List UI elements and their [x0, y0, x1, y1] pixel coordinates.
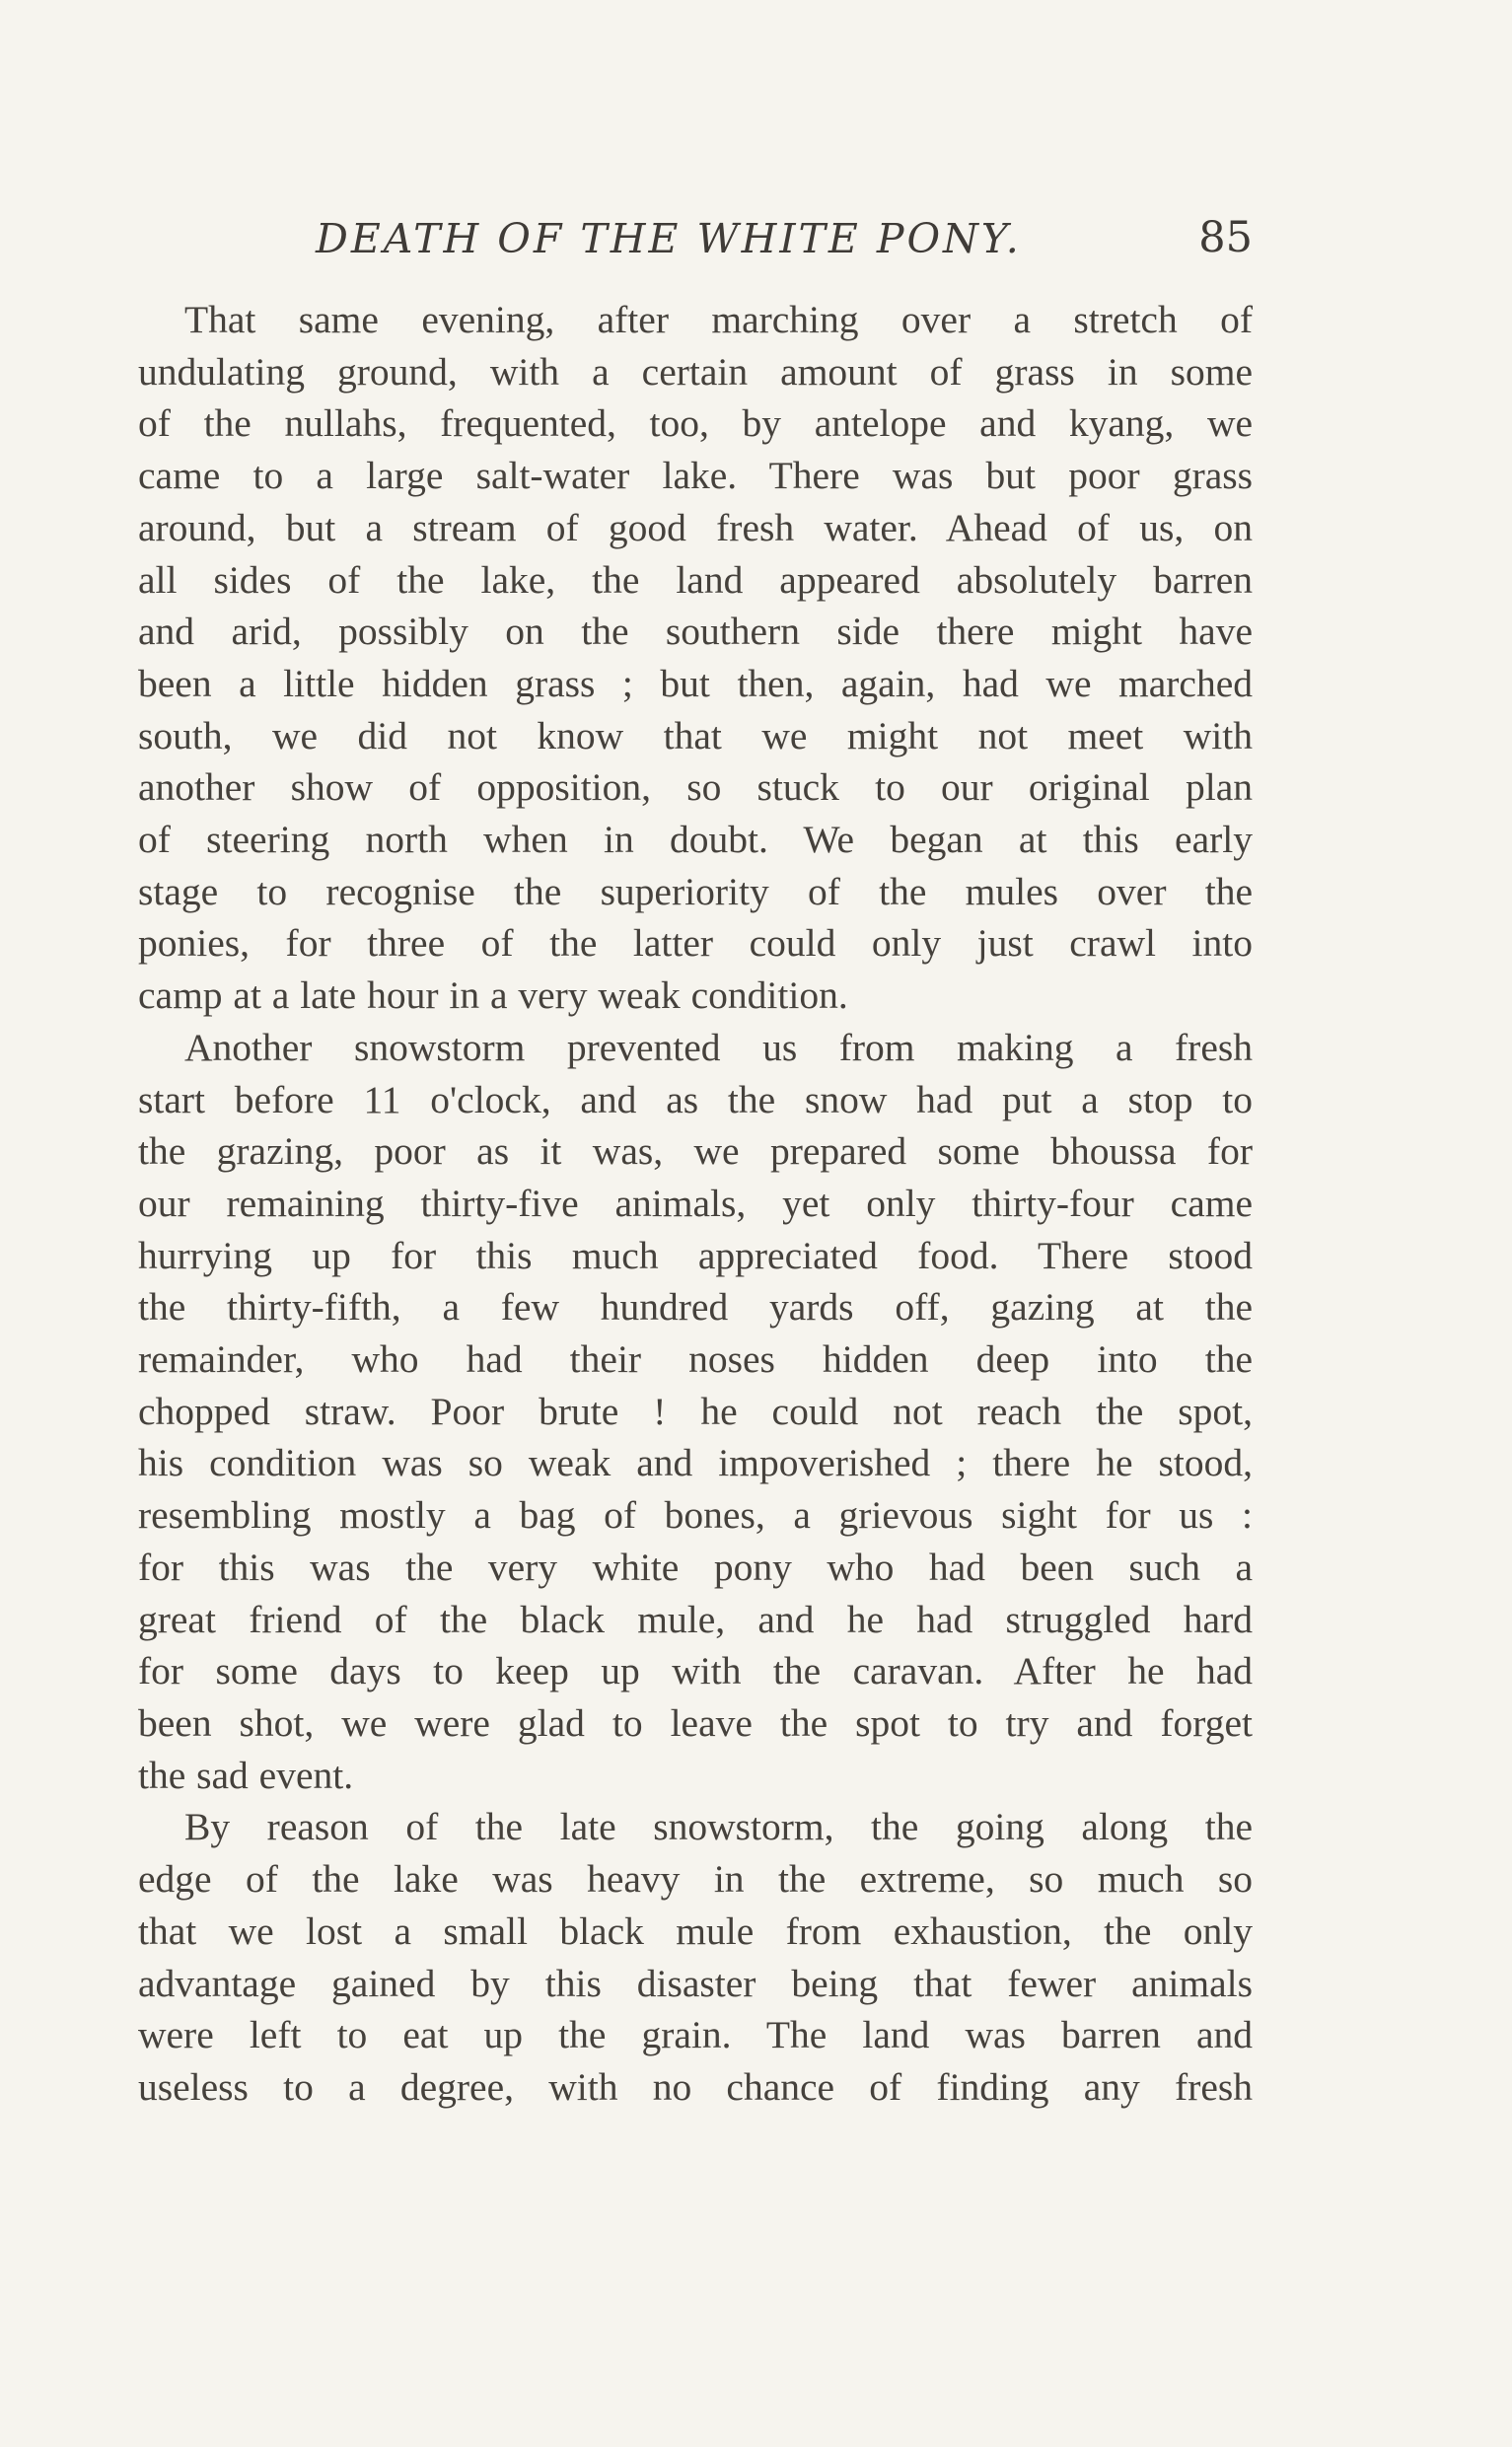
text-line: edge of the lake was heavy in the extreme, so much so [138, 1857, 1253, 1902]
text-line: That same evening, after marching over a stretch of [184, 298, 1253, 341]
text-line: the grazing, poor as it was, we prepared some bhoussa for [138, 1129, 1253, 1174]
text-line: been shot, we were glad to leave the spot to try and forget [138, 1700, 1253, 1745]
chapter-running-title: DEATH OF THE WHITE PONY. [316, 215, 1022, 262]
text-line: of the nullahs, frequented, too, by antelope and kyang, we [138, 401, 1253, 446]
text-line: his condition was so weak and impoverished ; there he stood, [138, 1441, 1253, 1485]
text-line: for this was the very white pony who had been such a [138, 1545, 1253, 1589]
running-header [138, 209, 1253, 278]
text-line: advantage gained by this disaster being that fewer animals [138, 1961, 1253, 2005]
text-line: for some days to keep up with the caravan. After he had [138, 1649, 1253, 1693]
text-line: the sad event. [138, 1753, 354, 1797]
text-line: our remaining thirty-five animals, yet only thirty-four came [138, 1181, 1253, 1225]
text-line: great friend of the black mule, and he had struggled hard [138, 1597, 1253, 1641]
text-line: all sides of the lake, the land appeared absolutely barren [138, 557, 1253, 602]
text-line: remainder, who had their noses hidden deep into the [138, 1337, 1253, 1382]
text-line: stage to recognise the superiority of the mules over the [138, 869, 1253, 913]
text-line: chopped straw. Poor brute ! he could not reach the spot, [138, 1389, 1253, 1433]
text-line: By reason of the late snowstorm, the going along the [184, 1805, 1253, 1849]
text-line: that we lost a small black mule from exhaustion, the only [138, 1908, 1253, 1953]
text-line: came to a large salt-water lake. There was but poor grass [138, 454, 1253, 498]
text-line: useless to a degree, with no chance of finding any fresh [138, 2064, 1253, 2109]
text-line: Another snowstorm prevented us from making a fresh [184, 1025, 1253, 1069]
text-line: undulating ground, with a certain amount of grass in some [138, 349, 1253, 394]
text-line: another show of opposition, so stuck to our original plan [138, 765, 1253, 810]
page-number: 85 [1198, 213, 1253, 262]
text-line: of steering north when in doubt. We began at this early [138, 818, 1253, 862]
text-line: and arid, possibly on the southern side there might have [138, 610, 1253, 654]
paragraph [138, 294, 1253, 1022]
text-line: camp at a late hour in a very weak condition. [138, 973, 848, 1018]
body-text [138, 294, 1253, 2114]
text-line: start before 11 o'clock, and as the snow had put a stop to [138, 1077, 1253, 1121]
paragraph [138, 1022, 1253, 1802]
text-line: the thirty-fifth, a few hundred yards off, gazing at the [138, 1285, 1253, 1330]
text-line: hurrying up for this much appreciated food. There stood [138, 1233, 1253, 1277]
text-line: around, but a stream of good fresh water. Ahead of us, on [138, 505, 1253, 549]
paragraph [138, 1801, 1253, 2113]
text-line: been a little hidden grass ; but then, again, had we marched [138, 661, 1253, 705]
text-line: ponies, for three of the latter could only just crawl into [138, 921, 1253, 966]
text-line: were left to eat up the grain. The land was barren and [138, 2013, 1253, 2057]
text-line: resembling mostly a bag of bones, a grievous sight for us : [138, 1493, 1253, 1538]
text-line: south, we did not know that we might not meet with [138, 713, 1253, 757]
